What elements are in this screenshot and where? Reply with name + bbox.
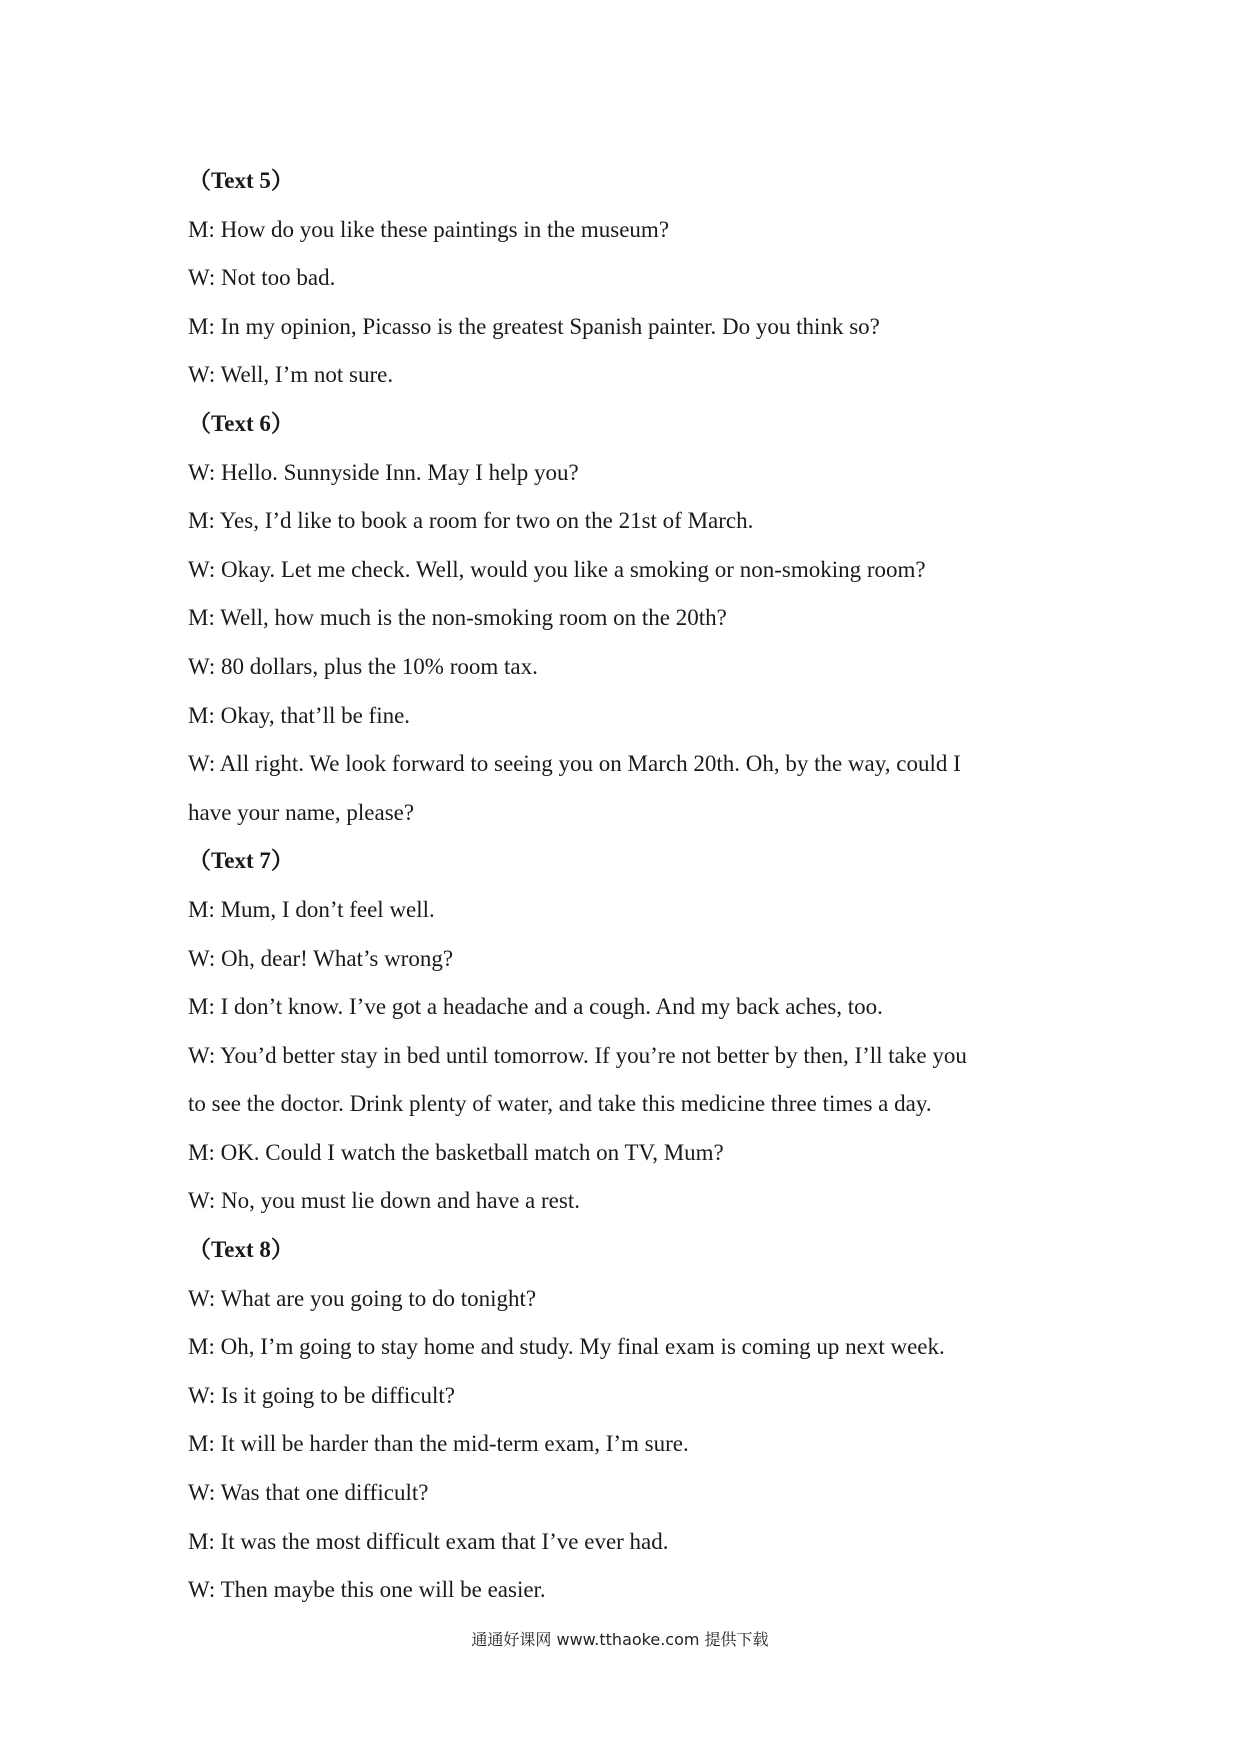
dialogue-line: W: Not too bad. <box>188 265 336 291</box>
dialogue-line: M: It will be harder than the mid-term exam, I’m sure. <box>188 1431 689 1457</box>
dialogue-line: M: Oh, I’m going to stay home and study. My final exam is coming up next week. <box>188 1334 945 1360</box>
dialogue-line: W: Okay. Let me check. Well, would you like a smoking or non-smoking room? <box>188 556 926 582</box>
page-footer: 通通好课网 www.tthaoke.com 提供下载 <box>471 1630 769 1649</box>
section-heading: （Text 8） <box>188 1237 294 1264</box>
dialogue-line: M: OK. Could I watch the basketball match on TV, Mum? <box>188 1139 724 1165</box>
dialogue-line: W: What are you going to do tonight? <box>188 1285 537 1311</box>
dialogue-line: M: Well, how much is the non-smoking room on the 20th? <box>188 605 727 631</box>
dialogue-line: to see the doctor. Drink plenty of water, and take this medicine three times a day. <box>188 1091 932 1117</box>
dialogue-line: M: Yes, I’d like to book a room for two on the 21st of March. <box>188 508 754 534</box>
dialogue-line: M: Mum, I don’t feel well. <box>188 896 435 922</box>
dialogue-line: M: It was the most difficult exam that I’ve ever had. <box>188 1528 669 1554</box>
section-heading: （Text 7） <box>188 848 294 875</box>
dialogue-line: W: All right. We look forward to seeing you on March 20th. Oh, by the way, could I <box>188 751 961 777</box>
transcript-body <box>188 157 1068 1615</box>
dialogue-line: W: Oh, dear! What’s wrong? <box>188 945 454 971</box>
dialogue-line: W: 80 dollars, plus the 10% room tax. <box>188 653 538 679</box>
dialogue-line: M: How do you like these paintings in the museum? <box>188 216 670 242</box>
section-heading: （Text 5） <box>188 168 294 194</box>
dialogue-line: W: Is it going to be difficult? <box>188 1382 456 1408</box>
dialogue-line: M: In my opinion, Picasso is the greatest Spanish painter. Do you think so? <box>188 313 880 339</box>
dialogue-line: M: I don’t know. I’ve got a headache and a cough. And my back aches, too. <box>188 994 883 1020</box>
dialogue-line: W: Hello. Sunnyside Inn. May I help you? <box>188 459 579 485</box>
dialogue-line: M: Okay, that’ll be fine. <box>188 702 411 728</box>
dialogue-line: W: No, you must lie down and have a rest. <box>188 1188 580 1214</box>
dialogue-line: W: You’d better stay in bed until tomorrow. If you’re not better by then, I’ll take you <box>188 1042 967 1068</box>
dialogue-line: W: Then maybe this one will be easier. <box>188 1577 546 1603</box>
section-heading: （Text 6） <box>188 410 294 437</box>
dialogue-line: W: Well, I’m not sure. <box>188 362 394 388</box>
dialogue-line: have your name, please? <box>188 799 415 825</box>
dialogue-line: W: Was that one difficult? <box>188 1480 429 1506</box>
